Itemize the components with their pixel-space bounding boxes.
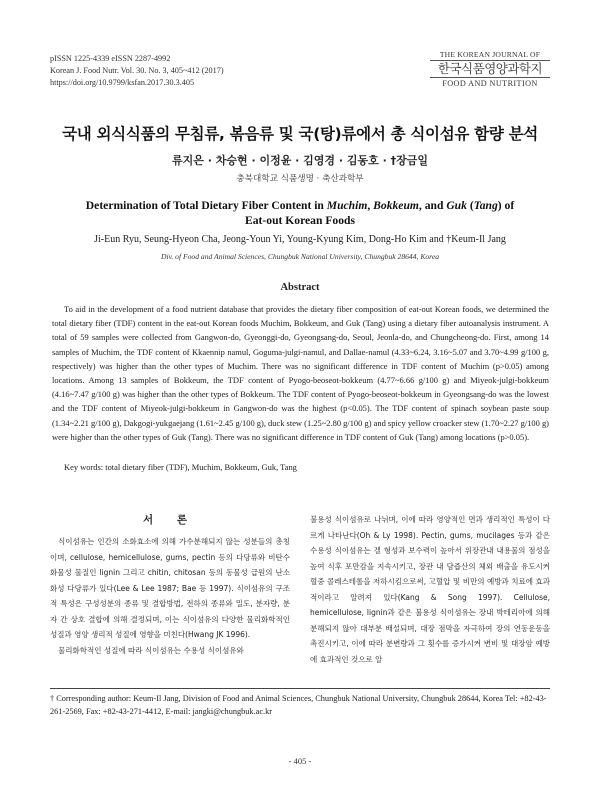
paper-title-korean: 국내 외식식품의 무침류, 볶음류 및 국(탕)류에서 총 식이섬유 함량 분석 [62,125,538,143]
footnote-divider [50,688,550,689]
journal-name-ko: 한국식품영양과학지 [437,61,543,76]
corresponding-author-footnote: † Corresponding author: Keum-Il Jang, Division of Food and Animal Sciences, Chungbuk National University, Chungbuk 28644, Korea Tel: +82-43-261-2569, Fax: +82-43-271-4412, E-mail: jangki@chungbuk.ac.kr [50,694,547,716]
intro-paragraph-continued: 불용성 식이섬유로 나뉘며, 이에 따라 영양적인 면과 생리적인 특성이 다르게 나타난다(Oh & Ly 1998). Pectin, gums, mucilages 등과 같은 수용성 식이섬유는 겔 형성과 보수력이 높아서 위장관내 내용물의 점성을 높여 식후 포만감을 지속시키고, 장관 내 담즙산의 체외 배출을 유도시켜 혈중 콜레스테롤을 저하시킴으로써, 고혈압 및 비만의 예방과 치료에 효과적이라고 알려져 있다(Kang & Song 1997). Cellulose, hemicellulose, lignin과 같은 불용성 식이섬유는 장내 박테리아에 의해 분해되지 않아 대부분 배설되며, 대장 점막을 자극하여 장의 연동운동을 촉진시키고, 이에 따라 분변량과 그 횟수를 증가시켜 변비 및 대장암 예방에 효과적인 것으로 알 [310,515,550,664]
intro-paragraph-1: 식이섬유는 인간의 소화효소에 의해 가수분해되지 않는 성분들의 총칭이며, cellulose, hemicellulose, gums, pectin 등의 다당류와 비탄수화물성 물질인 lignin 그리고 chitin, chitosan 등의 동물성 급원의 난소화성 다당류가 있다(Lee & Lee 1987; Bae 등 1997). 식이섬유의 구조적 특성은 구성성분의 종류 및 결합방법, 전하의 종류와 밀도, 분자량, 분자 간 상호 결합에 의해 결정되며, 이는 식이섬유의 다양한 물리화학적인 성질과 영양 생리적 성질에 영향을 미친다(Hwang JK 1996). [50,537,290,639]
journal-name-en-top: THE KOREAN JOURNAL OF [430,50,550,61]
abstract-heading: Abstract [280,282,320,293]
affiliation-korean: 충북대학교 식품생명 · 축산과학부 [236,174,364,184]
right-column-text [310,512,550,667]
keywords: Key words: total dietary fiber (TDF), Muchim, Bokkeum, Guk, Tang [64,462,297,472]
section-heading-introduction: 서 론 [143,514,197,526]
page-number: - 405 - [288,756,312,766]
intro-paragraph-2: 물리화학적인 성질에 따라 식이섬유는 수용성 식이섬유와 [58,645,244,655]
left-column-text [50,534,290,658]
doi-link[interactable]: https://doi.org/10.9799/ksfan.2017.30.3.405 [50,78,195,87]
abstract-paragraph: To aid in the development of a food nutrient database that provides the dietary fiber composition of eat-out Korean foods, we determined the total dietary fiber (TDF) content in the eat-out Korean foods Muchim, Bokkeum, and Guk (Tang) using a dietary fiber autoanalysis instrument. A total of 59 samples were collected from Gangwon-do, Gyeonggi-do, Gyeongsang-do, Seoul, Jeonla-do, and Chungcheong-do. First, among 14 samples of Muchim, the TDF content of Kkaennip namul, Goguma-julgi-namul, and Dallae-namul (4.33~6.24, 3.16~5.07 and 3.70~4.99 g/100 g, respectively) was higher than the other types of Muchim. There was no significant difference in TDF content of Muchim (p>0.05) among locations. Among 13 samples of Bokkeum, the TDF content of Pyogo-beoseot-bokkeum (4.77~6.66 g/100 g) and Miyeok-julgi-bokkeum (4.16~7.47 g/100 g) was higher than the other types of Bokkeum. The TDF content of Pyogo-beoseot-bokkeum in Gyeongsang-do was the lowest and the TDF content of Miyeok-julgi-bokkeum in Gangwon-do was the highest (p<0.05). The TDF content of spinach soybean paste soup (1.34~2.21 g/100 g), Dakgogi-yukgaejang (1.61~2.45 g/100 g), duck stew (1.25~2.80 g/100 g) and spicy yellow croacker stew (1.70~2.27 g/100 g) were higher than the other types of Guk (Tang). There was no significant difference in TDF content of Guk (Tang) among locations (p>0.05). [52,304,549,442]
authors-korean: 류지은 · 차승현 · 이정윤 · 김영경 · 김동호 · †장금일 [172,154,428,167]
paper-title-english: Determination of Total Dietary Fiber Content in Muchim, Bokkeum, and Guk (Tang) of Eat-out Korean Foods [85,199,515,227]
journal-logo [430,50,550,88]
citation-line: Korean J. Food Nutr. Vol. 30. No. 3, 405~412 (2017) [50,66,224,75]
authors-english: Ji-Eun Ryu, Seung-Hyeon Cha, Jeong-Youn Yi, Young-Kyung Kim, Dong-Ho Kim and †Keum-Il Jang [94,234,506,245]
abstract-body [52,302,549,444]
issn-line: pISSN 1225-4339 eISSN 2287-4992 [50,54,171,63]
affiliation-english: Div. of Food and Animal Sciences, Chungbuk National University, Chungbuk 28644, Korea [160,252,440,261]
journal-header-info [50,53,224,89]
journal-name-en-bottom: FOOD AND NUTRITION [430,77,550,88]
